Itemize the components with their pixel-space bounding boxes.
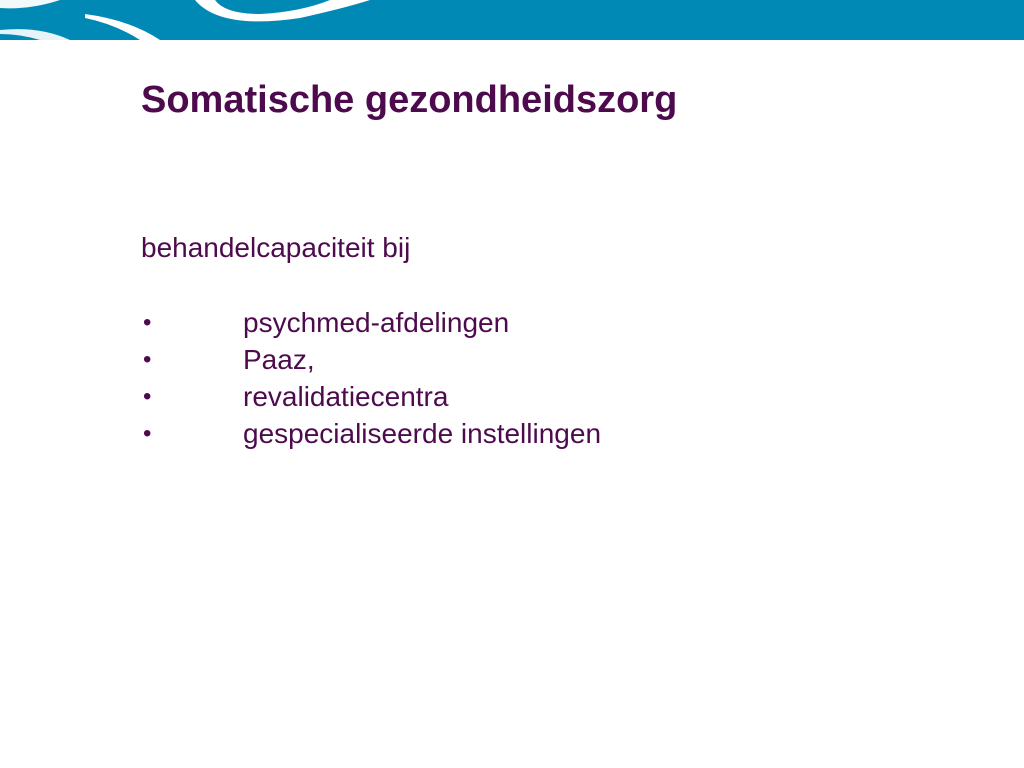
list-item-text: gespecialiseerde instellingen bbox=[243, 418, 602, 449]
list-item-text: psychmed-afdelingen bbox=[243, 307, 510, 338]
top-banner bbox=[0, 0, 1024, 40]
slide-title: Somatische gezondheidszorg bbox=[141, 79, 678, 121]
bullet-marker: • bbox=[143, 346, 152, 373]
bullet-marker: • bbox=[143, 309, 152, 336]
bullet-marker: • bbox=[143, 420, 152, 447]
intro-text: behandelcapaciteit bij bbox=[141, 232, 411, 263]
banner-wave-decoration bbox=[0, 0, 1024, 40]
bullet-marker: • bbox=[143, 383, 152, 410]
list-item-text: revalidatiecentra bbox=[243, 381, 449, 412]
list-item-text: Paaz, bbox=[243, 344, 315, 375]
